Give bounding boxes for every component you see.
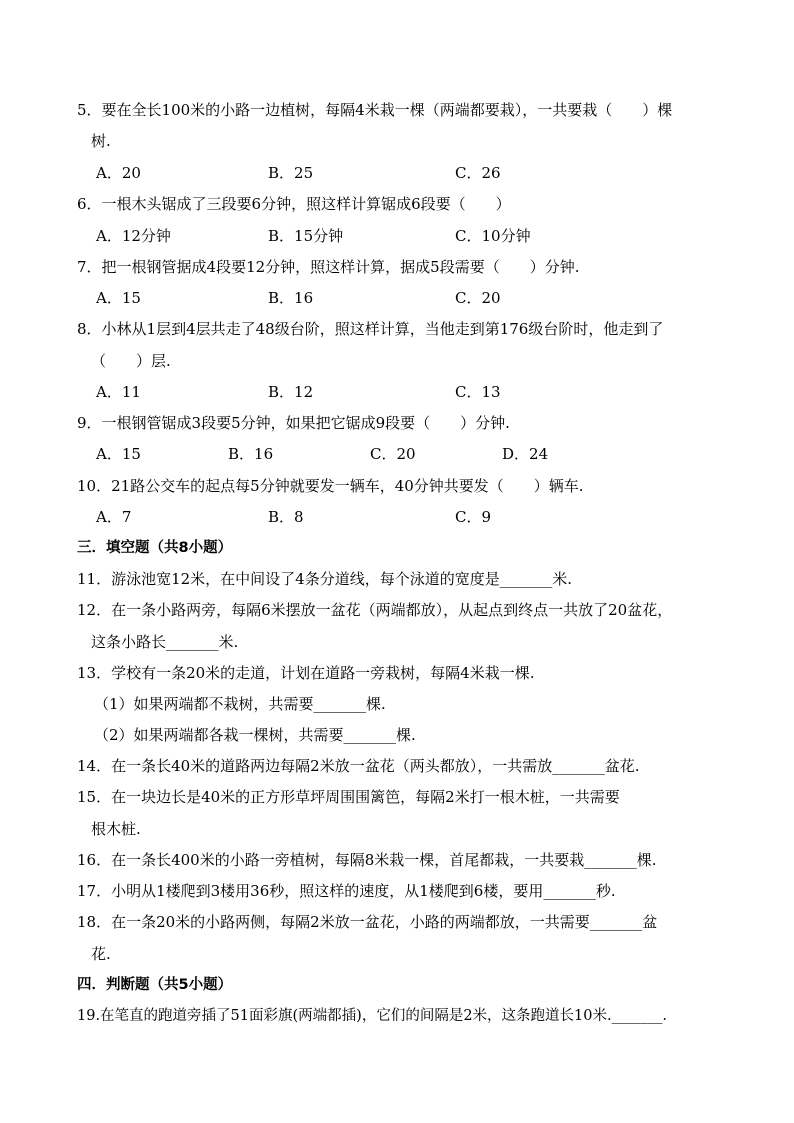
q10-option-c: C．9 (455, 508, 492, 526)
question-13-part-1: （1）如果两端都不栽树，共需要_______棵. (94, 695, 386, 713)
q9-option-a: A．15 (96, 445, 141, 463)
question-5-line-1: 5．要在全长100米的小路一边植树，每隔4米栽一棵（两端都要栽），一共要栽（ ）棵 (77, 101, 673, 119)
question-10: 10．21路公交车的起点每5分钟就要发一辆车，40分钟共要发（ ）辆车. (77, 477, 584, 495)
q7-option-a: A．15 (96, 289, 141, 307)
question-12-line-2: 这条小路长_______米. (91, 633, 239, 651)
q7-option-b: B．16 (268, 289, 314, 307)
q9-option-d: D．24 (502, 445, 549, 463)
q6-option-a: A．12分钟 (96, 227, 171, 245)
question-19: 19.在笔直的跑道旁插了51面彩旗(两端都插)，它们的间隔是2米，这条跑道长10米._______. (77, 1008, 667, 1024)
question-14: 14．在一条长40米的道路两边每隔2米放一盆花（两头都放），一共需放_______盆花. (77, 757, 640, 775)
q5-option-a: A．20 (96, 164, 141, 182)
question-5-line-2: 树. (91, 132, 111, 150)
question-11: 11．游泳池宽12米，在中间设了4条分道线，每个泳道的宽度是_______米. (77, 570, 572, 588)
q8-option-a: A．11 (96, 383, 141, 401)
question-18-line-1: 18．在一条20米的小路两侧，每隔2米放一盆花，小路的两端都放，一共需要_______盆 (77, 913, 658, 931)
q10-option-b: B．8 (268, 508, 304, 526)
q5-option-c: C．26 (455, 164, 501, 182)
question-16: 16．在一条长400米的小路一旁植树，每隔8米栽一棵，首尾都栽，一共要栽_______棵. (77, 851, 657, 869)
q9-option-c: C．20 (370, 445, 416, 463)
q10-option-a: A．7 (96, 508, 132, 526)
question-13-part-2: （2）如果两端都各栽一棵树，共需要_______棵. (94, 726, 416, 744)
question-15-line-1: 15．在一块边长是40米的正方形草坪周围围篱笆，每隔2米打一根木桩，一共需要 (77, 788, 620, 806)
q8-option-c: C．13 (455, 383, 501, 401)
question-7: 7．把一根钢管据成4段要12分钟，照这样计算，据成5段需要（ ）分钟. (77, 258, 580, 276)
question-17: 17．小明从1楼爬到3楼用36秒，照这样的速度，从1楼爬到6楼，要用_______秒. (77, 882, 616, 900)
question-8-line-2: （ ）层. (91, 352, 171, 370)
q7-option-c: C．20 (455, 289, 501, 307)
question-13: 13．学校有一条20米的走道，计划在道路一旁栽树，每隔4米栽一棵. (77, 664, 535, 682)
section-4-heading: 四．判断题（共5小题） (77, 977, 233, 993)
question-15-line-2: 根木桩. (91, 820, 141, 838)
question-6: 6．一根木头锯成了三段要6分钟，照这样计算锯成6段要（ ） (77, 195, 511, 213)
q8-option-b: B．12 (268, 383, 314, 401)
section-3-heading: 三．填空题（共8小题） (77, 540, 233, 556)
q6-option-c: C．10分钟 (455, 227, 531, 245)
question-8-line-1: 8．小林从1层到4层共走了48级台阶，照这样计算，当他走到第176级台阶时，他走到了 (77, 320, 664, 338)
q9-option-b: B．16 (228, 445, 274, 463)
question-9: 9．一根钢管锯成3段要5分钟，如果把它锯成9段要（ ）分钟. (77, 414, 510, 432)
q5-option-b: B．25 (268, 164, 314, 182)
question-12-line-1: 12．在一条小路两旁，每隔6米摆放一盆花（两端都放），从起点到终点一共放了20盆花， (77, 601, 673, 619)
question-18-line-2: 花. (91, 945, 111, 963)
q6-option-b: B．15分钟 (268, 227, 344, 245)
